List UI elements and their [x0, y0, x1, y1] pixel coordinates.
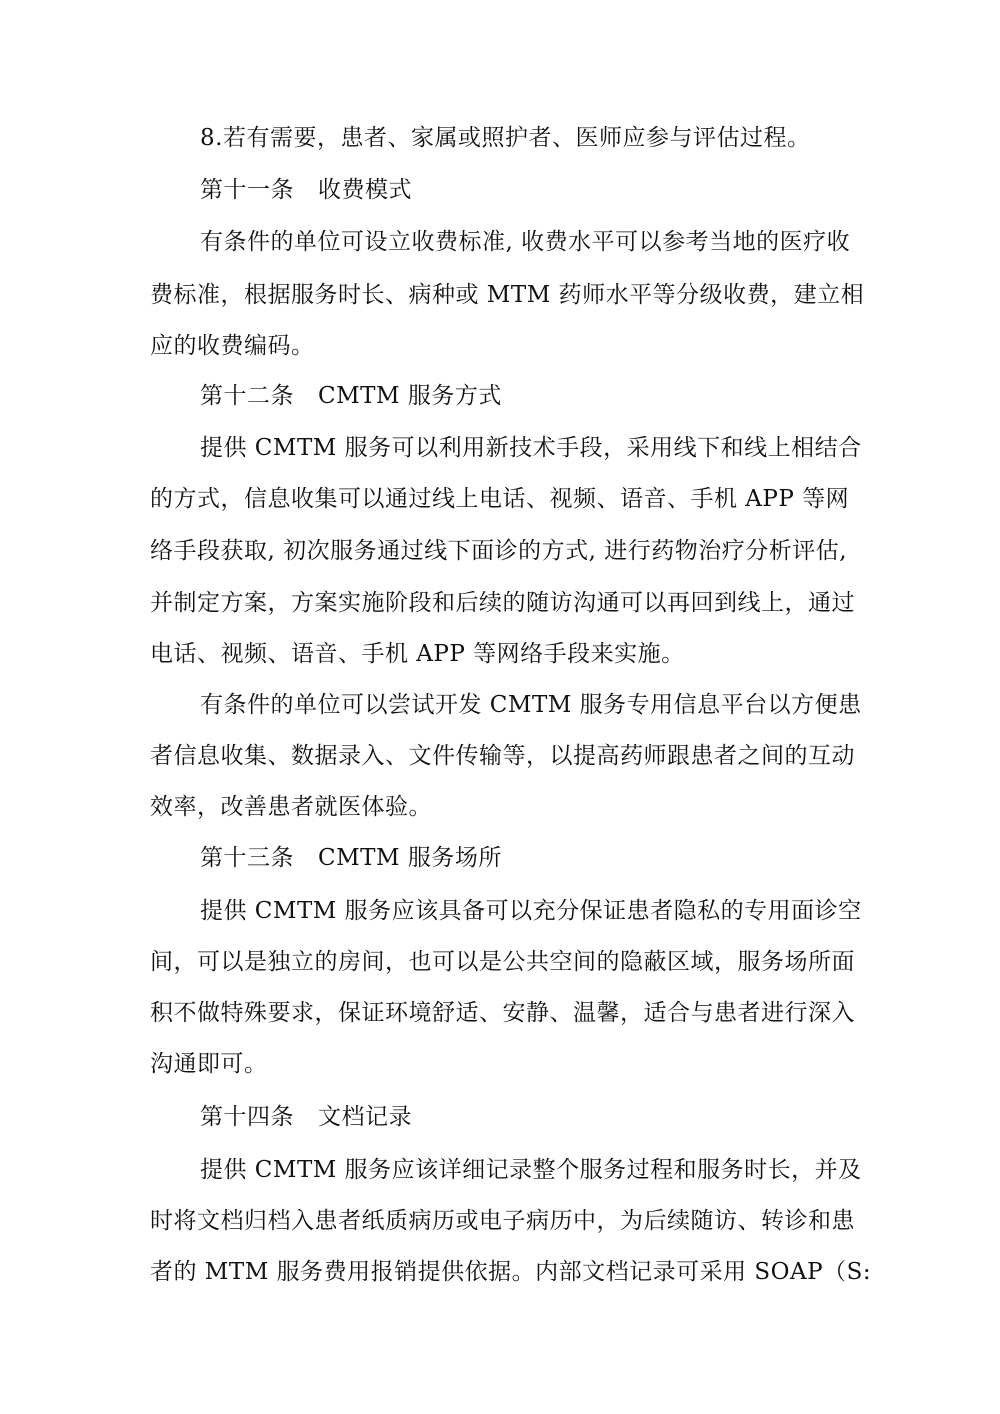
article-11-line: 应的收费编码。 — [150, 333, 315, 359]
article-14-number: 第十四条 — [200, 1104, 294, 1130]
article-13-line: 间，可以是独立的房间，也可以是公共空间的隐蔽区域，服务场所面 — [150, 949, 855, 975]
article-13-line: 沟通即可。 — [150, 1051, 268, 1077]
article-14-heading — [200, 1102, 850, 1132]
article-12-para2-line: 者信息收集、数据录入、文件传输等，以提高药师跟患者之间的互动 — [150, 743, 855, 769]
article-11-line: 费标准，根据服务时长、病种或 MTM 药师水平等分级收费，建立相 — [150, 282, 865, 308]
article-12-para1-line: 提供 CMTM 服务可以利用新技术手段，采用线下和线上相结合 — [200, 435, 862, 461]
article-12-para2-line: 效率，改善患者就医体验。 — [150, 794, 432, 820]
article-13-line: 提供 CMTM 服务应该具备可以充分保证患者隐私的专用面诊空 — [200, 898, 862, 924]
article-12-heading — [200, 381, 850, 411]
article-14-title: 文档记录 — [318, 1104, 412, 1130]
article-12-para1-line: 并制定方案，方案实施阶段和后续的随访沟通可以再回到线上，通过 — [150, 590, 855, 616]
article-14-line: 时将文档归档入患者纸质病历或电子病历中，为后续随访、转诊和患 — [150, 1208, 855, 1234]
article-13-heading — [200, 843, 850, 873]
article-12-para1-line: 络手段获取, 初次服务通过线下面诊的方式, 进行药物治疗分析评估, — [150, 538, 848, 564]
article-12-number: 第十二条 — [200, 383, 294, 409]
article-11-heading — [200, 175, 850, 205]
article-11-title: 收费模式 — [318, 177, 412, 203]
article-12-para1-line: 的方式，信息收集可以通过线上电话、视频、语音、手机 APP 等网 — [150, 486, 850, 512]
article-12-title: CMTM 服务方式 — [318, 383, 502, 409]
article-12-para1-line: 电话、视频、语音、手机 APP 等网络手段来实施。 — [150, 641, 685, 667]
article-13-line: 积不做特殊要求，保证环境舒适、安静、温馨，适合与患者进行深入 — [150, 1000, 855, 1026]
article-14-line: 提供 CMTM 服务应该详细记录整个服务过程和服务时长，并及 — [200, 1157, 862, 1183]
article-13-number: 第十三条 — [200, 845, 294, 871]
item-8-text: 8.若有需要，患者、家属或照护者、医师应参与评估过程。 — [200, 125, 811, 151]
article-11-number: 第十一条 — [200, 177, 294, 203]
article-12-para2-line: 有条件的单位可以尝试开发 CMTM 服务专用信息平台以方便患 — [200, 692, 862, 718]
article-11-line: 有条件的单位可设立收费标准, 收费水平可以参考当地的医疗收 — [200, 229, 851, 255]
article-14-line: 者的 MTM 服务费用报销提供依据。内部文档记录可采用 SOAP（S: — [150, 1259, 872, 1285]
article-13-title: CMTM 服务场所 — [318, 845, 502, 871]
